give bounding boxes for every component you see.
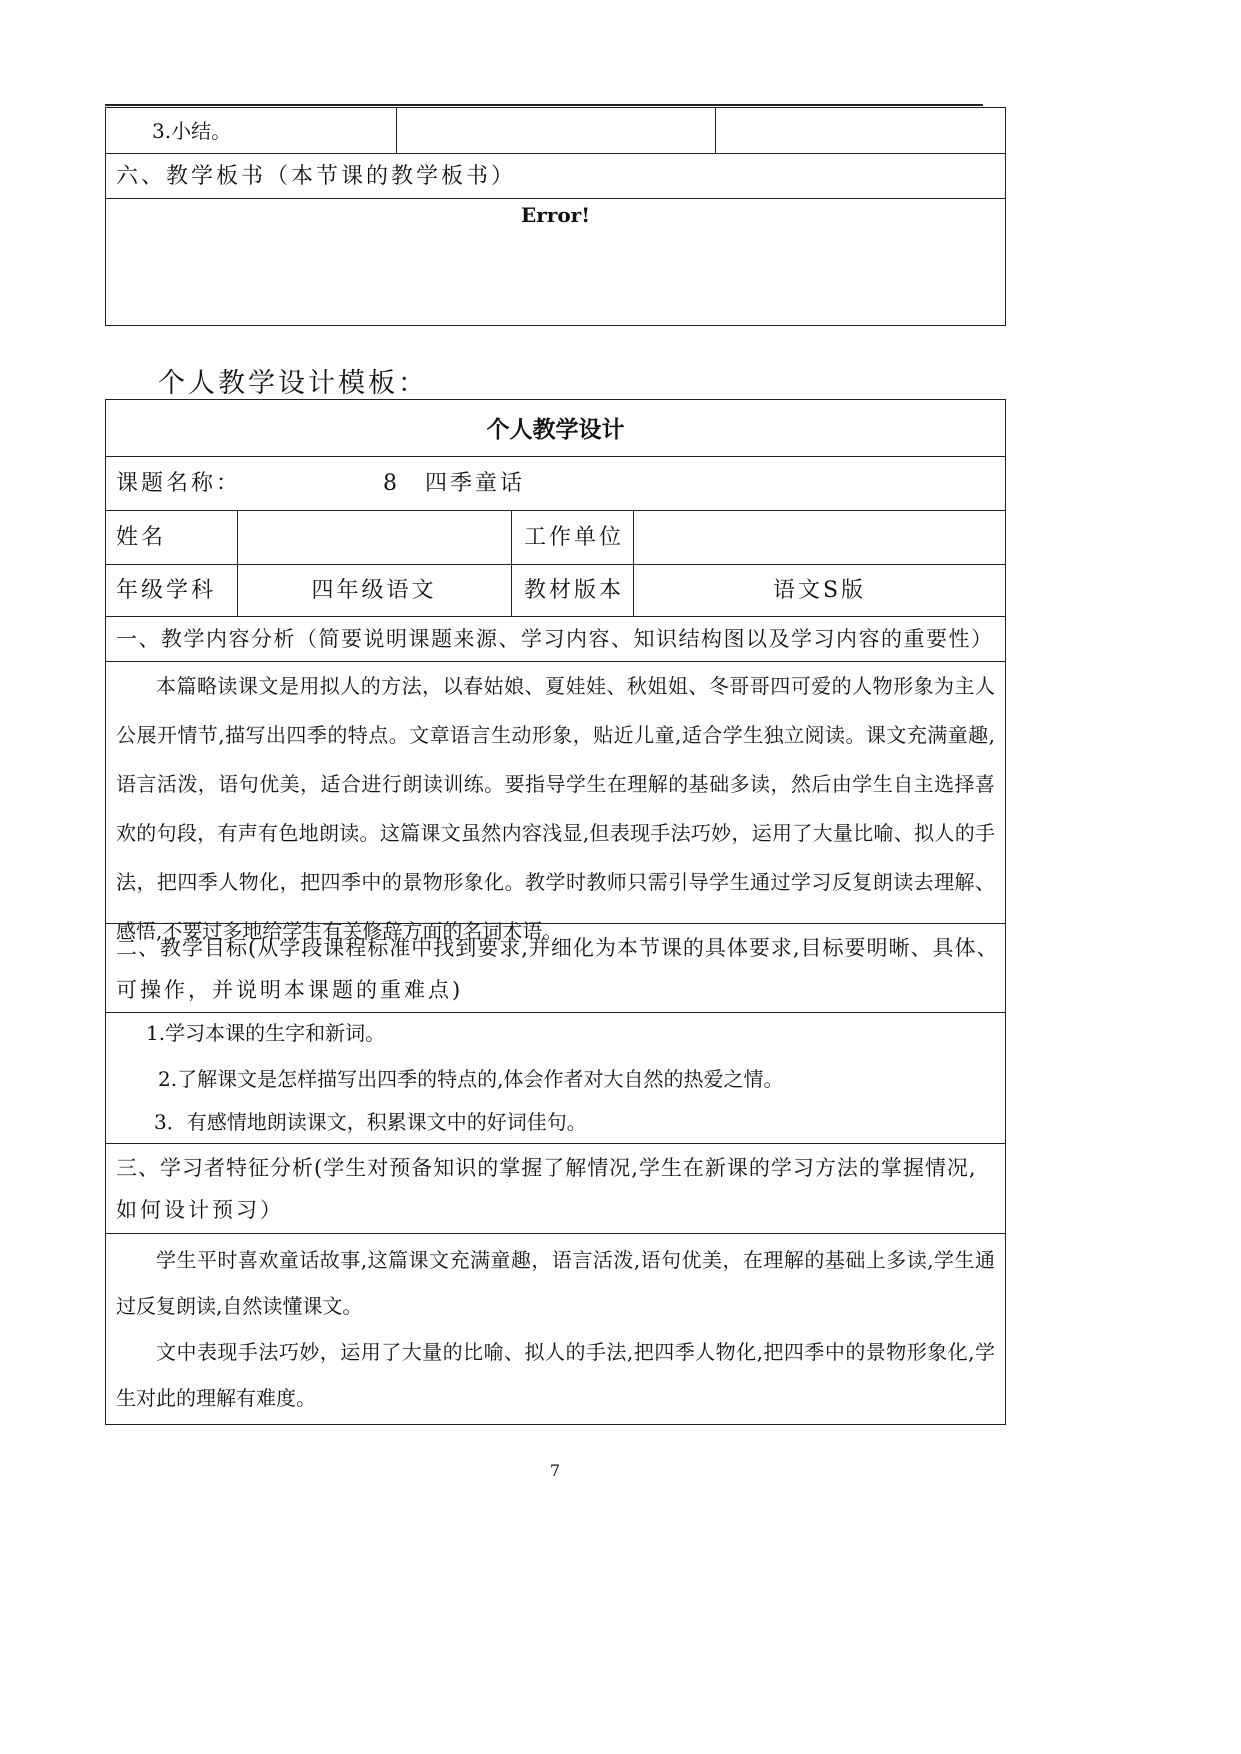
row-divider [106,510,1005,511]
goal-3: 3．有感情地朗读课文，积累课文中的好词佳句。 [154,1110,587,1134]
section3-body-1: 学生平时喜欢童话故事,这篇课文充满童趣，语言活泼,语句优美，在理解的基础上多读,学生通过反复朗读,自然读懂课文。 [116,1248,995,1318]
col-divider [511,510,512,616]
row-divider [106,198,1005,199]
section1-title: 一、教学内容分析（简要说明课题来源、学习内容、知识结构图以及学习内容的重要性） [116,627,994,651]
summary-step: 3.小结。 [152,119,232,143]
top-rule [105,104,983,106]
section1-body: 本篇略读课文是用拟人的方法，以春姑娘、夏娃娃、秋姐姐、冬哥哥四可爱的人物形象为主人公展开情节,描写出四季的特点。文章语言生动形象，贴近儿童,适合学生独立阅读。课文充满童趣,语言活泼，语句优美，适合进行朗读训练。要指导学生在理解的基础多读，然后由学生自主选择喜欢的句段，有声有色地朗读。这篇课文虽然内容浅显,但表现手法巧妙，运用了大量比喻、拟人的手法，把四季人物化，把四季中的景物形象化。教学时教师只需引导学生通过学习反复朗读去理解、感悟,不要过多地给学生有关修辞方面的名词术语。 [116,674,995,943]
row-divider [106,1143,1005,1144]
goal-2: 2.了解课文是怎样描写出四季的特点的,体会作者对大自然的热爱之情。 [158,1067,784,1091]
col-divider [396,108,397,153]
template-heading: 个人教学设计模板： [158,368,428,399]
section6-title: 六、教学板书（本节课的教学板书） [116,164,517,189]
row-divider [106,564,1005,565]
course-value: 8 四季童话 [383,471,525,496]
top-table [105,107,1006,326]
row-divider [106,456,1005,457]
name-label: 姓名 [116,525,167,550]
edition-label: 教材版本 [524,578,625,603]
course-label: 课题名称： [116,471,242,496]
section3-body-2: 文中表现手法巧妙，运用了大量的比喻、拟人的手法,把四季人物化,把四季中的景物形象化,学生对此的理解有难度。 [116,1340,995,1410]
design-table [105,399,1006,1425]
error-text: Error! [521,203,590,227]
col-divider [633,510,634,616]
row-divider [106,153,1005,154]
row-divider [106,1012,1005,1013]
unit-label: 工作单位 [524,525,625,550]
page-number: 7 [549,1461,561,1480]
design-title: 个人教学设计 [486,416,625,443]
goal-1: 1.学习本课的生字和新词。 [146,1021,386,1045]
section3-title-line2: 如何设计预习） [116,1198,284,1222]
section2-title-line2: 可操作，并说明本课题的重难点) [116,978,464,1002]
grade-label: 年级学科 [116,578,217,603]
row-divider [106,616,1005,617]
row-divider [106,1233,1005,1234]
section3-title-line1: 三、学习者特征分析(学生对预备知识的掌握了解情况,学生在新课的学习方法的掌握情况, [116,1156,977,1180]
edition-value: 语文S版 [772,578,867,603]
section2-title-line1: 二、教学目标(从学段课程标准中找到要求,并细化为本节课的具体要求,目标要明晰、具体、 [116,936,999,960]
col-divider [715,108,716,153]
col-divider [237,510,238,616]
row-divider [106,923,1005,924]
grade-value: 四年级语文 [311,578,437,603]
